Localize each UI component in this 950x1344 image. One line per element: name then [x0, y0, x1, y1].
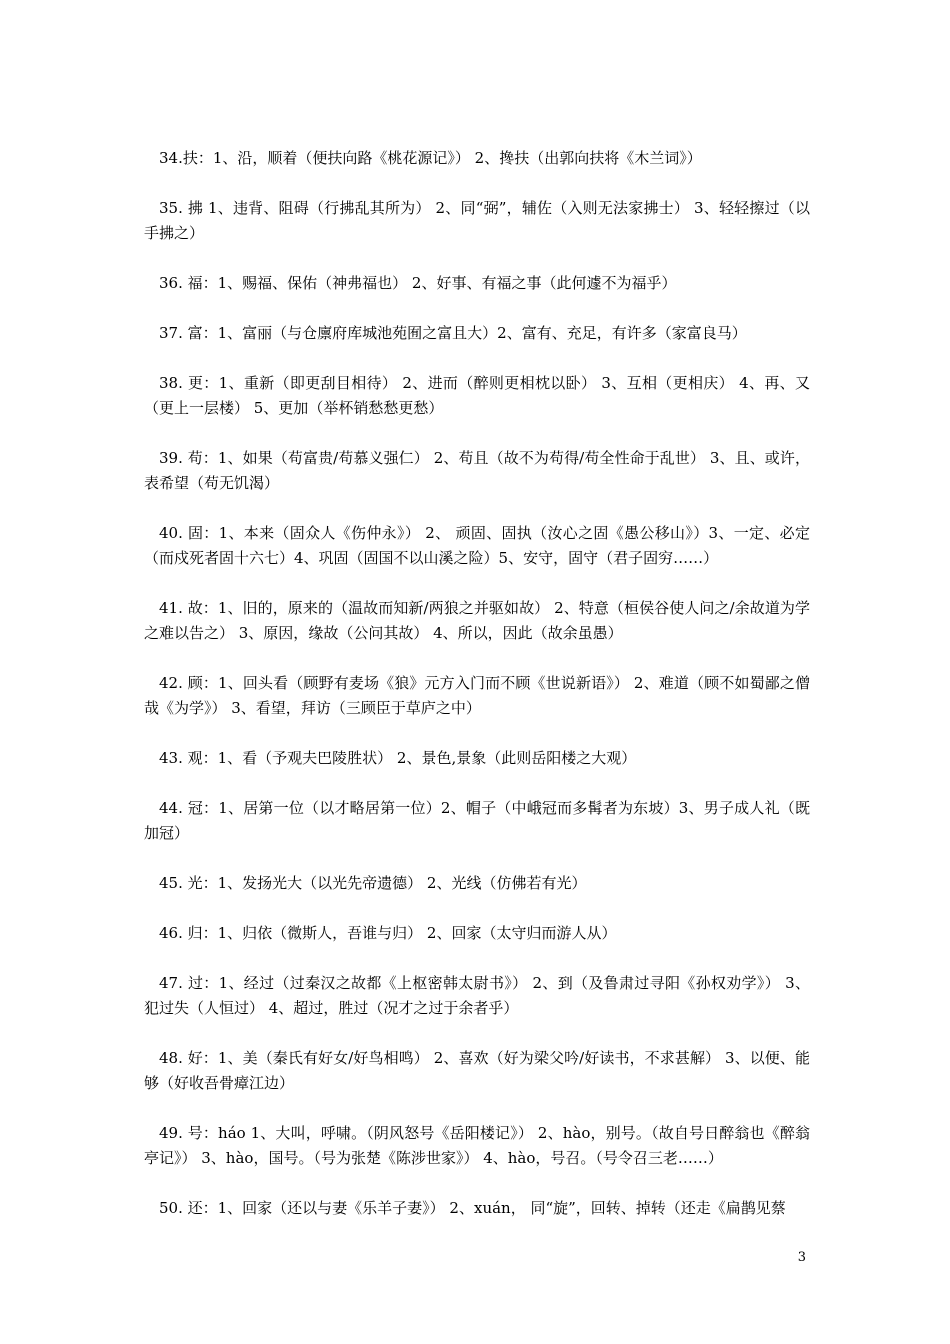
entry-46: 46. 归：1、归依（微斯人，吾谁与归） 2、回家（太守归而游人从） — [159, 924, 617, 942]
entry-38: 38. 更：1、重新（即更刮目相待） 2、进而（醉则更相枕以卧） 3、互相（更相庆） 4、再、又（更上一层楼） 5、更加（举杯销愁愁更愁） — [144, 374, 810, 417]
entry-48: 48. 好：1、美（秦氏有好女/好鸟相鸣） 2、喜欢（好为梁父吟/好读书，不求甚解） 3、以便、能够（好收吾骨瘴江边） — [144, 1049, 810, 1092]
entry-43: 43. 观：1、看（予观夫巴陵胜状） 2、景色,景象（此则岳阳楼之大观） — [159, 749, 637, 767]
entry-49: 49. 号：háo 1、大叫，呼啸。（阴风怒号《岳阳楼记》） 2、hào，别号。（故自号日醉翁也《醉翁亭记》） 3、hào，国号。（号为张楚《陈涉世家》） 4、hào，号召。（号令召三老……） — [144, 1124, 810, 1167]
entry-40: 40. 固：1、本来（固众人《伤仲永》） 2、 顽固、固执（汝心之固《愚公移山》）3、一定、必定（而戍死者固十六七）4、巩固（固国不以山溪之险）5、安守，固守（君子固穷……） — [144, 524, 810, 567]
entry-44: 44. 冠：1、居第一位（以才略居第一位）2、帽子（中峨冠而多髯者为东坡）3、男子成人礼（既加冠） — [144, 799, 810, 842]
entry-47: 47. 过：1、经过（过秦汉之故都《上枢密韩太尉书》） 2、到（及鲁肃过寻阳《孙权劝学》） 3、犯过失（人恒过） 4、超过，胜过（况才之过于余者乎） — [144, 974, 810, 1017]
entry-37: 37. 富：1、富丽（与仓廪府库城池苑囿之富且大）2、富有、充足，有许多（家富良马） — [159, 324, 747, 342]
entry-41: 41. 故：1、旧的，原来的（温故而知新/两狼之并驱如故） 2、特意（桓侯谷使人问之/余故道为学之难以告之） 3、原因，缘故（公问其故） 4、所以，因此（故余虽愚） — [144, 599, 810, 642]
entry-34: 34.扶：1、沿，顺着（便扶向路《桃花源记》） 2、搀扶（出郭向扶将《木兰词》） — [159, 149, 702, 167]
entry-36: 36. 福：1、赐福、保佑（神弗福也） 2、好事、有福之事（此何遽不为福乎） — [159, 274, 677, 292]
entry-42: 42. 顾：1、回头看（顾野有麦场《狼》元方入门而不顾《世说新语》） 2、难道（顾不如蜀鄙之僧哉《为学》） 3、看望，拜访（三顾臣于草庐之中） — [144, 674, 810, 717]
entry-list — [144, 146, 810, 1246]
page-number: 3 — [797, 1250, 806, 1265]
entry-39: 39. 苟：1、如果（苟富贵/苟慕义强仁） 2、苟且（故不为苟得/苟全性命于乱世） 3、且、或许，表希望（苟无饥渴） — [144, 449, 810, 492]
entry-50: 50. 还：1、回家（还以与妻《乐羊子妻》） 2、xuán， 同“旋”，回转、掉转（还走《扁鹊见蔡 — [159, 1199, 786, 1217]
entry-45: 45. 光：1、发扬光大（以光先帝遗德） 2、光线（仿佛若有光） — [159, 874, 587, 892]
entry-35: 35. 拂 1、违背、阻碍（行拂乱其所为） 2、同“弼”，辅佐（入则无法家拂士） 3、轻轻擦过（以手拂之） — [144, 199, 810, 242]
